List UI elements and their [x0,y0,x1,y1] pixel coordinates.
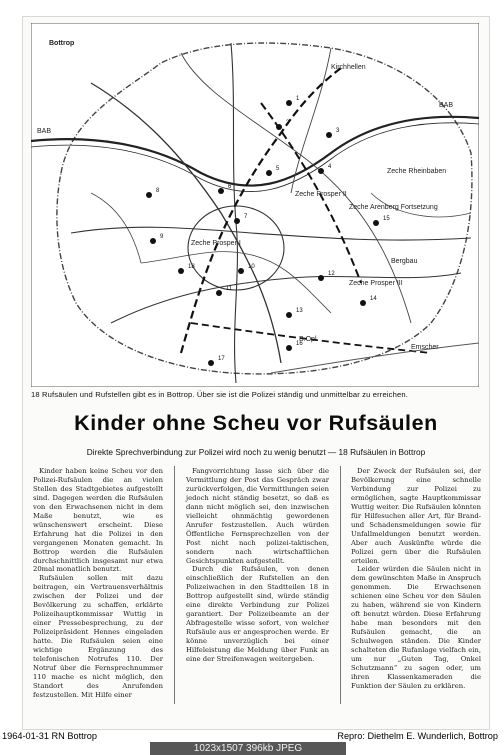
map-marker-label: 18 [188,264,195,270]
map-label-bab-east: BAB [439,102,454,109]
map-marker-label: 5 [276,166,280,172]
paragraph: Der Zweck der Rufsäulen sei, der Bevölkerung eine schnelle Verbindung zur Polizei zu ermöglichen, sagte Hauptkommissar Wuttig weiter. Die Rufsäulen könnten für Hilfesuchen aller Art, für Brand- und Schadensmeldungen sowie für Unfallmeldungen benutzt werden. Aber auch Auskünfte würde die Polizei gern über die Rufsäulen erteilen. [351,467,481,565]
map-marker-label: 15 [383,216,390,222]
map-caption: 18 Rufsäulen und Rufstellen gibt es in Bottrop. Über sie ist die Polizei ständig und unmittelbar zu erreichen. [31,390,408,399]
article-column-3 [351,467,481,691]
paragraph: Leider würden die Säulen nicht in dem gewünschten Maße in Anspruch genommen. Die Erwachsenen schienen eine Scheu vor den Säulen zu haben, während sie von Kindern oft benutzt würden. Diese Erfahrung habe man besonders mit den Rufsäulen gemacht, die an Schulwegen ständen. Die Kinder schalteten die Rufanlage vielfach ein, um nur „Guten Tag, Onkel Schutzmann“ zu sagen oder, um ihren Klassenkameraden die Funktion der Säulen zu erklären. [351,565,481,690]
map-marker-label: 17 [218,356,225,362]
article-column-2 [186,467,329,664]
map-marker-label: 11 [226,286,233,292]
map-marker-label: 6 [228,184,232,190]
map-marker-label: 10 [248,264,255,270]
map-label-kirchhellen: Kirchhellen [331,64,366,71]
map-marker-label: 1 [296,96,300,102]
map-drawing [31,23,479,387]
map-marker-label: 9 [160,234,164,240]
map-marker-label: 14 [370,296,377,302]
map-marker-label: 4 [328,164,332,170]
map-label-zeche-arenberg: Zeche Arenberg Fortsetzung [349,204,438,211]
map-marker-label: 2 [286,120,290,126]
map-marker-label: 3 [336,128,340,134]
map-label-bergbau: Bergbau [391,258,418,265]
map-marker-label: 8 [156,188,160,194]
paragraph: Durch die Rufsäulen, von denen einschließlich der Rufstellen an den Polizeiwachen in den Stadtteilen 18 in Bottrop aufgestellt sind, würde ständig eine direkte Verbindung zur Polizei garantiert. Der Polizeibeamte an der Abfragestelle wisse sofort, von welcher Rufsäule aus er angesprochen werde. Er könne unverzüglich bei einer Hilfeleistung die Meldung über Funk an eine der Streifenwagen weitergeben. [186,565,329,664]
paragraph: Fangvorrichtung lasse sich über die Vermittlung der Post das Gespräch zwar zurückverfolgen, die Vermittlungen seien jedoch nicht ständig besetzt, so daß es dann nicht möglich sei, den inzwischen vielleicht ohnmächtig gewordenen Anrufer festzustellen. Auch würden Öffentliche Fernsprechzellen von der Post nicht nach polizei-taktischen, sondern nach wirtschaftlichen Gesichtspunkten aufgestellt. [186,467,329,565]
column-rule [340,466,341,704]
footer-source: 1964-01-31 RN Bottrop [2,731,97,741]
map-marker-label: 13 [296,308,303,314]
city-map [31,23,479,387]
map-label-bab-west: BAB [37,128,52,135]
article-subheadline: Direkte Sprechverbindung zur Polizei wird noch zu wenig benutzt — 18 Rufsäulen in Bottrop [86,447,426,457]
map-marker-label: 7 [244,214,248,220]
paragraph: Kinder haben keine Scheu vor den Polizei-Rufsäulen die an vielen Stellen des Stadtgebietes aufgestellt sind. Dagegen werden die Rufsäulen von den Erwachsenen nicht in dem Maße benutzt, wie es wünschenswert erscheint. Diese Erfahrung hat die Polizei in den vergangenen Monaten gemacht. In Bottrop werden die Rufsäulen durchschnittlich insgesamt nur etwa 20mal monatlich benutzt. [33,467,163,574]
image-info-overlay: 1023x1507 396kb JPEG [150,742,346,755]
map-label-bopl: B.Opl. [299,336,319,343]
map-title: Bottrop [49,40,75,47]
article-headline: Kinder ohne Scheu vor Rufsäulen [74,411,438,435]
article-column-1 [33,467,163,700]
map-label-emscher: Emscher [411,344,439,351]
map-label-zeche-rheinbaben: Zeche Rheinbaben [387,168,447,175]
map-label-zeche-prosper-2: Zeche Prosper II [295,191,347,198]
map-marker-label: 12 [328,271,335,277]
newspaper-clipping [22,16,490,730]
footer-credit: Repro: Diethelm E. Wunderlich, Bottrop [337,731,498,741]
map-label-zeche-prosper-1: Zeche Prosper I [191,240,241,247]
paragraph: Rufsäulen sollen mit dazu beitragen, ein Vertrauensverhältnis zwischen der Polizei und der Bevölkerung zu schaffen, erklärte Polizeihauptkommissar Wuttig in einer Pressebesprechung, zu der Polizeipräsident Hennes eingeladen hatte. Die Rufsäulen seien eine wichtige Ergänzung des telefonischen Notrufes 110. Der Notruf über die Fernsprechnummer 110 mache es nicht möglich, den Standort des Anrufenden festzustellen. Mit Hilfe einer [33,574,163,699]
column-rule [174,466,175,704]
map-label-zeche-prosper-3: Zeche Prosper III [349,280,403,287]
map-marker-label: 16 [296,341,303,347]
